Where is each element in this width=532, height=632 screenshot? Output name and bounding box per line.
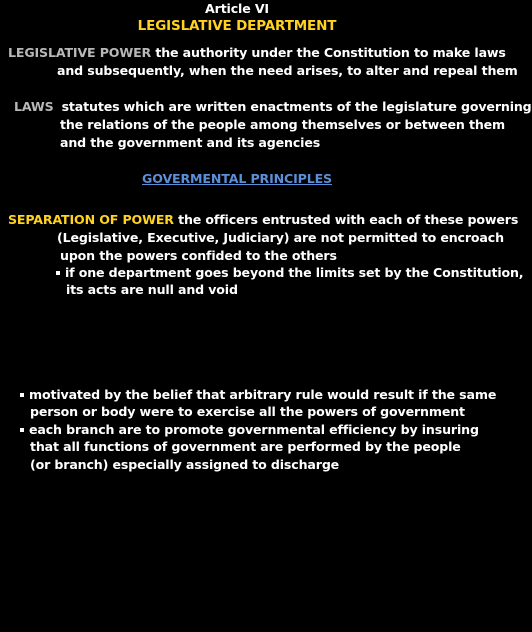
- bullet-icon: [20, 428, 24, 432]
- separation-line-2: (Legislative, Executive, Judiciary) are not permitted to encroach: [57, 230, 504, 245]
- laws-line-1: [14, 98, 532, 115]
- separation-bullet-1-text: if one department goes beyond the limits set by the Constitution,: [65, 265, 524, 280]
- principles-heading: GOVERMENTAL PRINCIPLES: [142, 171, 332, 186]
- legislative-power-line-2: and subsequently, when the need arises, to alter and repeal them: [57, 63, 518, 78]
- separation-definition: the officers entrusted with each of these powers: [173, 212, 519, 227]
- rationale-bullet-2: [20, 421, 479, 438]
- laws-line-3: and the government and its agencies: [60, 135, 321, 150]
- separation-term: SEPARATION OF POWER: [8, 212, 174, 227]
- rationale-bullet-2-line-3: (or branch) especially assigned to discharge: [30, 457, 340, 472]
- laws-term: LAWS: [14, 99, 54, 114]
- slide-title: LEGISLATIVE DEPARTMENT: [137, 18, 337, 34]
- legislative-power-definition: the authority under the Constitution to make laws: [151, 45, 506, 60]
- rationale-bullet-2-text: each branch are to promote governmental efficiency by insuring: [29, 422, 479, 437]
- legislative-power-line-1: [8, 44, 506, 61]
- article-label: Article VI: [205, 1, 269, 16]
- bullet-icon: [56, 271, 60, 275]
- laws-line-2: the relations of the people among themselves or between them: [60, 117, 506, 132]
- rationale-bullet-1-text: motivated by the belief that arbitrary rule would result if the same: [29, 387, 497, 402]
- rationale-bullet-1: [20, 386, 496, 403]
- separation-bullet-1: [56, 264, 523, 281]
- legislative-power-term: LEGISLATIVE POWER: [8, 45, 152, 60]
- separation-bullet-1-line-2: its acts are null and void: [66, 282, 238, 297]
- separation-line-3: upon the powers confided to the others: [60, 248, 337, 263]
- separation-line-1: [8, 211, 518, 228]
- bullet-icon: [20, 393, 24, 397]
- laws-definition: statutes which are written enactments of the legislature governing: [61, 99, 532, 114]
- rationale-bullet-2-line-2: that all functions of government are performed by the people: [30, 439, 461, 454]
- rationale-bullet-1-line-2: person or body were to exercise all the powers of government: [30, 404, 465, 419]
